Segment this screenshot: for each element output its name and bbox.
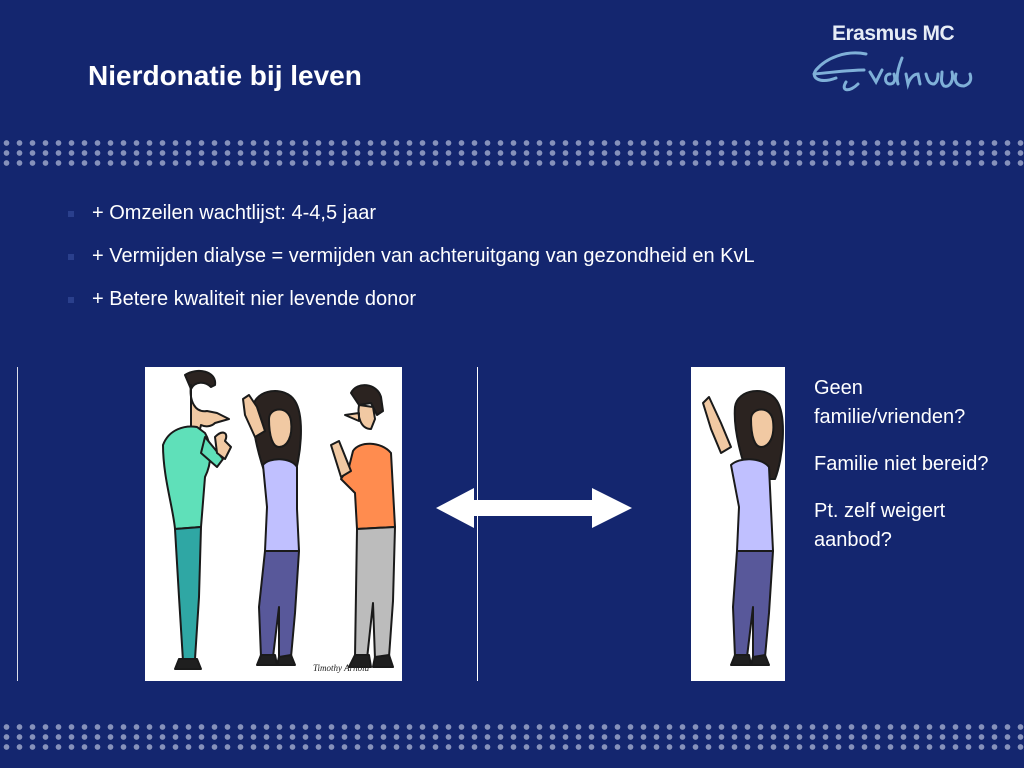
erasmus-mc-logo [806, 20, 986, 100]
question-no-family: Geen familie/vrienden? [814, 377, 966, 428]
bullet-list [62, 198, 755, 327]
vertical-divider-left [17, 367, 18, 681]
cartoon-three-people-illustration [145, 367, 402, 681]
cartoon-group-image [145, 367, 402, 681]
bullet-marker-icon [68, 297, 74, 303]
cartoon-artist-signature: Timothy Arnold [313, 663, 370, 673]
dotted-divider-top [0, 138, 1024, 168]
cartoon-man-right [331, 385, 395, 667]
logo-signature-graphic [806, 48, 986, 98]
question-patient-refuses: Pt. zelf weigert aanbod? [814, 500, 946, 551]
cartoon-single-image [691, 367, 785, 681]
double-headed-arrow-icon [434, 486, 634, 530]
bullet-marker-icon [68, 211, 74, 217]
bullet-text: + Omzeilen wachtlijst: 4-4,5 jaar [92, 202, 377, 224]
bullet-item [62, 284, 755, 327]
dotted-divider-bottom [0, 722, 1024, 752]
logo-wordmark: Erasmus MC [832, 22, 955, 45]
cartoon-man-left [163, 371, 231, 669]
cartoon-woman-middle [243, 391, 301, 665]
cartoon-woman-alone-illustration [691, 367, 785, 681]
right-questions [814, 374, 1019, 573]
question-family-unwilling: Familie niet bereid? [814, 453, 989, 475]
bullet-item [62, 198, 755, 241]
slide-title: Nierdonatie bij leven [88, 60, 362, 91]
bullet-text: + Betere kwaliteit nier levende donor [92, 288, 417, 310]
bullet-text: + Vermijden dialyse = vermijden van achteruitgang van gezondheid en KvL [92, 245, 755, 267]
bullet-item [62, 241, 755, 284]
bullet-marker-icon [68, 254, 74, 260]
